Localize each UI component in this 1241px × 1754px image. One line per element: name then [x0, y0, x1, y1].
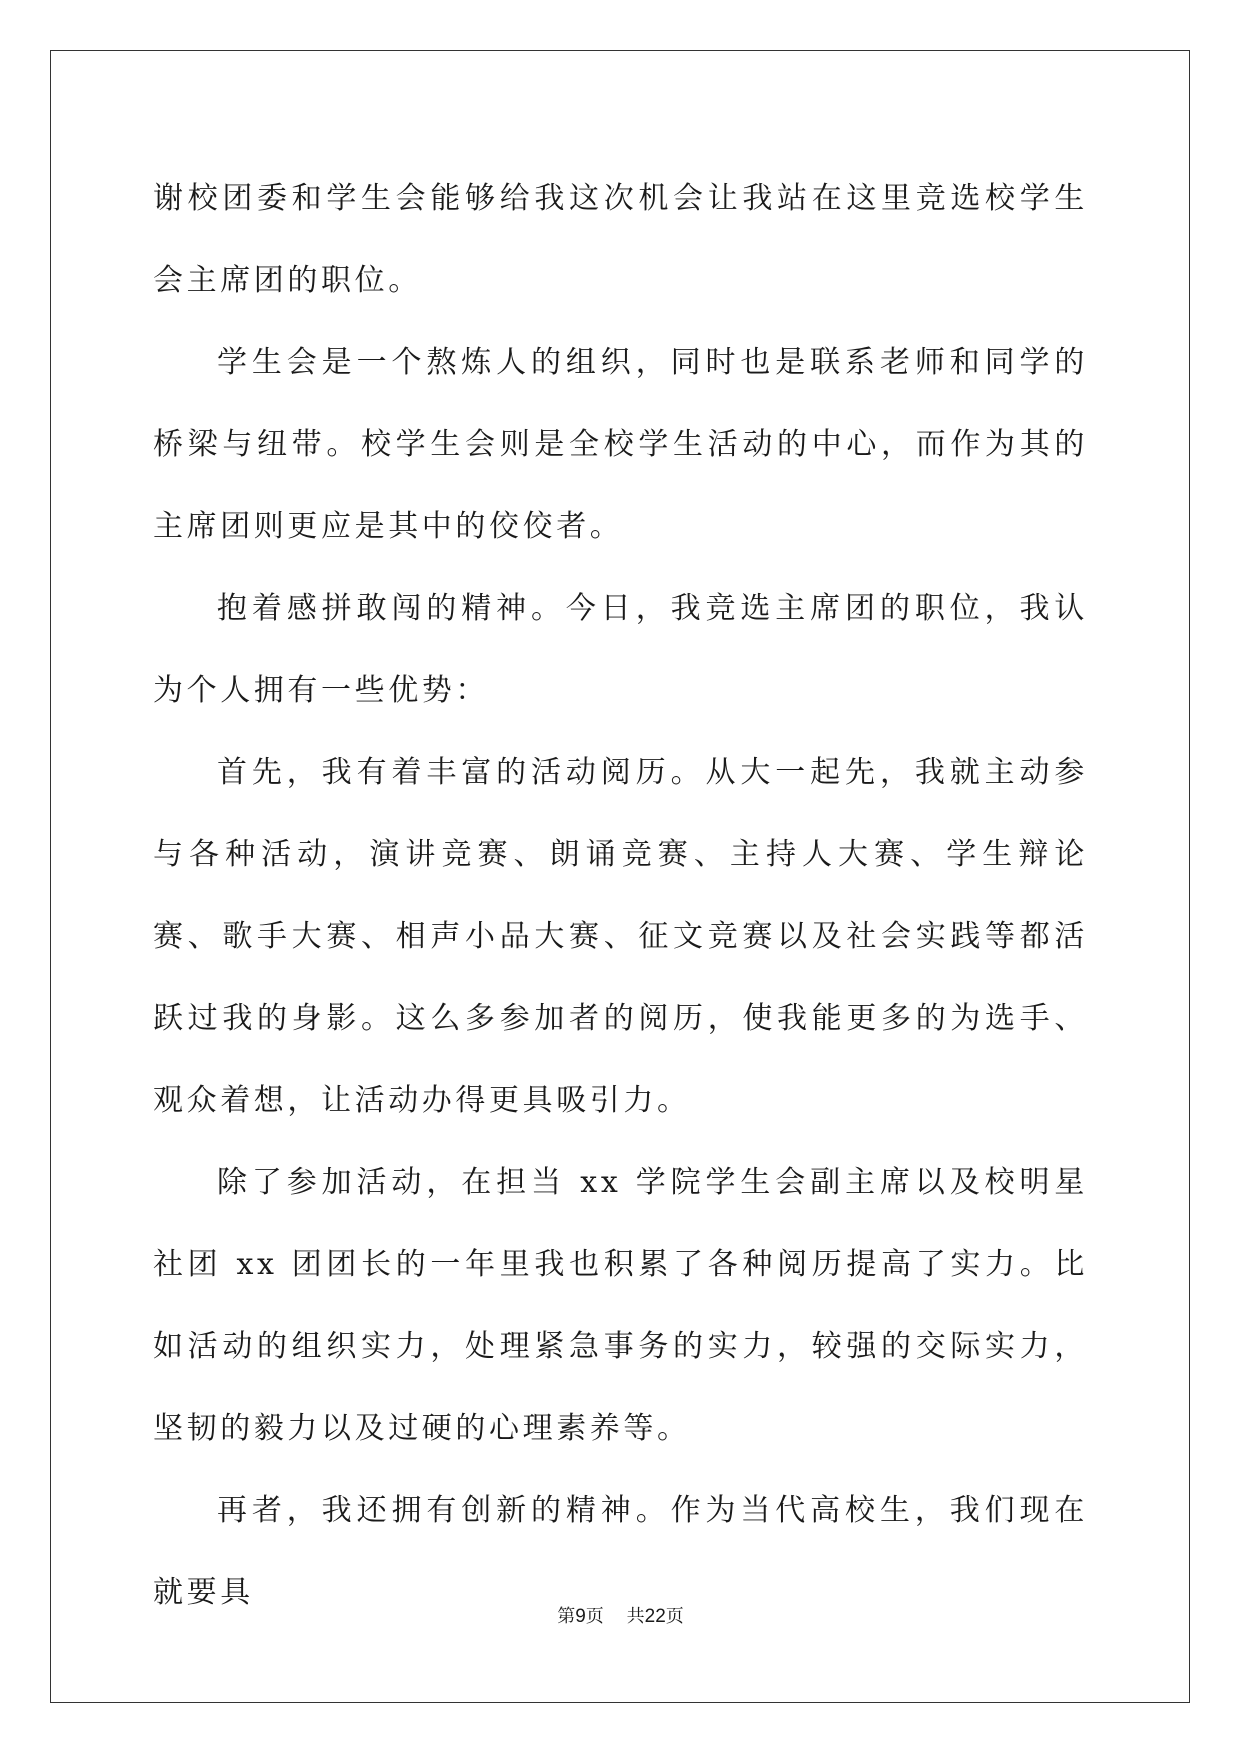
total-label-suffix: 页	[665, 1606, 684, 1627]
page-label-suffix: 页	[585, 1606, 604, 1627]
paragraph: 除了参加活动，在担当 xx 学院学生会副主席以及校明星社团 xx 团团长的一年里我也积累了各种阅历提高了实力。比如活动的组织实力，处理紧急事务的实力，较强的交际实力，坚韧的毅力以及过硬的心理素养等。	[153, 1165, 1088, 1446]
total-pages: 22	[644, 1606, 666, 1627]
document-body	[153, 158, 1088, 1634]
paragraph: 抱着感拼敢闯的精神。今日，我竞选主席团的职位，我认为个人拥有一些优势：	[153, 591, 1088, 708]
paragraph: 再者，我还拥有创新的精神。作为当代高校生，我们现在就要具	[153, 1493, 1088, 1610]
paragraph: 学生会是一个熬炼人的组织，同时也是联系老师和同学的桥梁与纽带。校学生会则是全校学生活动的中心，而作为其的主席团则更应是其中的佼佼者。	[153, 345, 1088, 544]
page-footer	[0, 1605, 1241, 1629]
page-label-prefix: 第	[557, 1606, 576, 1627]
page-number: 9	[575, 1606, 586, 1627]
paragraph: 谢校团委和学生会能够给我这次机会让我站在这里竞选校学生会主席团的职位。	[153, 181, 1088, 298]
paragraph: 首先，我有着丰富的活动阅历。从大一起先，我就主动参与各种活动，演讲竞赛、朗诵竞赛、主持人大赛、学生辩论赛、歌手大赛、相声小品大赛、征文竞赛以及社会实践等都活跃过我的身影。这么多参加者的阅历，使我能更多的为选手、观众着想，让活动办得更具吸引力。	[153, 755, 1088, 1118]
total-label-prefix: 共	[626, 1606, 645, 1627]
